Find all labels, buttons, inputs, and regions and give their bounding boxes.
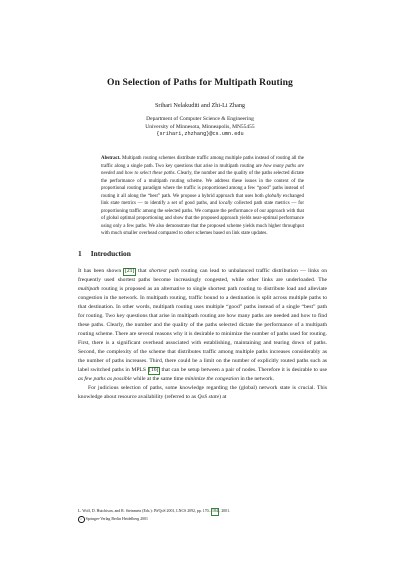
body-emphasis: QoS state [197,394,220,400]
section-title: Introduction [90,249,131,258]
body-text-run: that [135,268,149,274]
abstract-emphasis: locally [218,201,233,207]
page-link[interactable]: 184 [211,508,220,516]
abstract [101,155,304,238]
copyright-icon: c [78,516,85,523]
abstract-text: collected path state metrics — for proportioning traffic among the selected paths. We compare the performance of our approach with that of global optimal proportioning and show that the proposed approach yields near-optimal performance using only a few paths. We also demonstrate that the proposed scheme yields much higher throughput with much smaller overhead compared to other schemes based on link state updates. [101,201,304,237]
citation-line [78,508,327,516]
body-text-run: routing can lead to unbalanced traffic distribution — links on frequently used shortest paths become increasingly congested, while other links are underloaded. The [78,268,328,283]
section-heading [78,249,131,258]
body-text-run: while at the same time [131,376,185,382]
body-text-run: in the network. [238,376,275,382]
abstract-label: Abstract. [101,156,121,161]
section-number: 1 [78,249,82,258]
copyright-line [78,516,327,523]
abstract-emphasis: how many paths are needed [101,163,304,177]
body-text-run: ) at [219,394,227,400]
body-text-run: that can be setup between a pair of nodes. Therefore it is desirable to use [159,367,327,373]
footer-text: L. Wolf, D. Hutchison, and R. Steinmetz (Eds.): IWQoS 2001, LNCS 2092, pp. 170– [78,509,211,513]
paragraph [78,267,327,384]
footer-text: Springer-Verlag Berlin Heidelberg 2001 [85,516,148,521]
paper-title: On Selection of Paths for Multipath Routing [107,77,293,88]
author-list: Srihari Nelakuditi and Zhi-Li Zhang [154,102,246,109]
abstract-text: . Clearly, the number and the quality of the paths selected dictate the performance of a multipath routing scheme. We address these issues in the context of the proportional routing paradigm where the traffic is proportioned among a few “good” paths instead of routing it all along the “best” path. We propose a hybrid approach that uses both [101,171,304,199]
body-emphasis: shortest path [148,268,179,274]
footer-text: , 2001. [219,509,231,513]
abstract-text: and [114,171,125,177]
body-text-run: routing is proposed as an alternative to single shortest path routing to distribute load and alleviate congestion in the network. In multipath routing, traffic bound to a destination is split across multiple paths to that destination. In other words, multipath routing uses multiple “good” paths instead of a single “best” path for routing. Two key questions that arise in multipath routing are how many paths are needed and how to find these paths. Clearly, the number and the quality of the paths selected dictate the performance of a multipath routing scheme. There are several reasons why it is desirable to minimize the number of paths used for routing. First, there is a significant overhead associated with establishing, maintaining and tearing down of paths. Second, the complexity of the scheme that distributes traffic among multiple paths increases considerably as the number of paths increases. Third, there could be a limit on the number of explicitly routed paths such as label switched paths in MPLS [78,286,327,373]
department-line: Department of Computer Science & Engineering [146,116,254,122]
email-line: {srihari,zhzhang}@cs.umn.edu [156,131,244,138]
citation-link[interactable]: [21] [124,268,135,274]
body-emphasis: multipath [78,286,100,292]
body-text-run: It has been shown [78,268,124,274]
affiliation-block [0,116,400,139]
abstract-emphasis: how to select these paths [124,171,175,177]
citation-link[interactable]: [16] [149,367,159,373]
abstract-emphasis: globally [265,193,282,199]
abstract-text: exchanged link state metrics — to identify a set of good paths, and [101,193,304,207]
university-line: University of Minnesota, Minneapolis, MN55455 [145,123,255,130]
publication-footer [78,508,327,523]
paragraph [78,384,327,402]
body-emphasis: as few paths as possible [78,376,132,382]
introduction-body [78,267,327,402]
body-text-run: For judicious selection of paths, some knowledge regarding the (global) network state is crucial. This knowledge about resource availability (referred to as [78,385,327,400]
abstract-text: Multipath routing schemes distribute traffic among multiple paths instead of routing all the traffic along a single path. Two key questions that arise in multipath routing are [101,156,304,169]
body-emphasis: minimize the congestion [184,376,239,382]
